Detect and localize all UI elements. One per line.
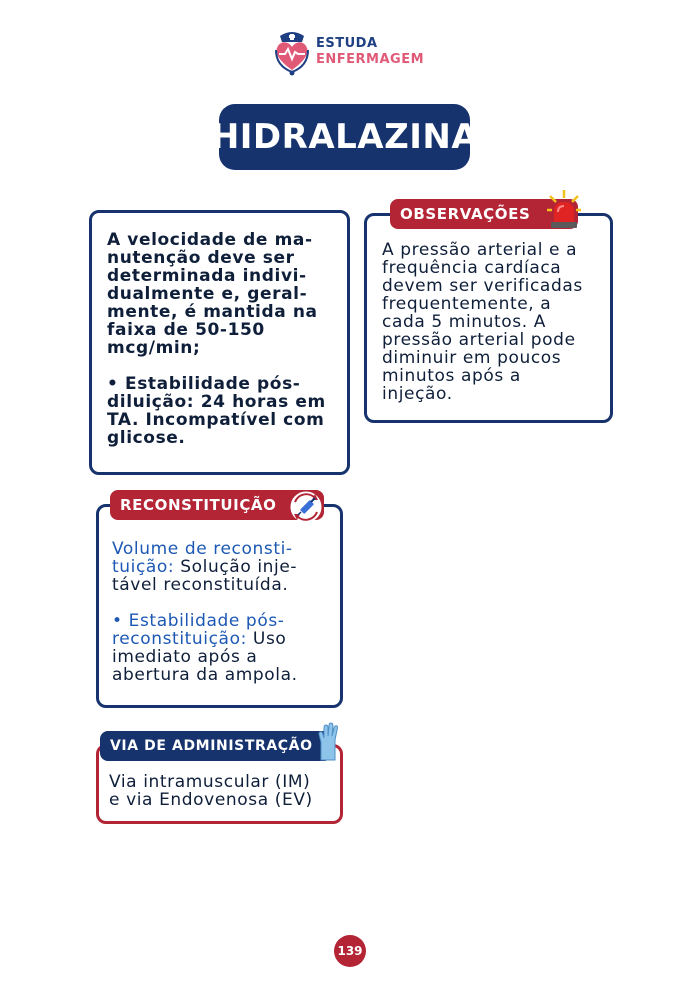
via-administracao-label-text: VIA DE ADMINISTRAÇÃO bbox=[110, 738, 313, 754]
via-administracao-text: Via intramuscular (IM) e via Endovenosa (EV) bbox=[109, 772, 313, 810]
volume-value: Solução inje- tável reconstituída. bbox=[112, 557, 298, 595]
page-number bbox=[334, 935, 366, 967]
maintenance-card bbox=[89, 210, 350, 475]
maintenance-text bbox=[107, 231, 342, 447]
page-title-banner bbox=[210, 104, 479, 170]
via-administracao-label bbox=[100, 731, 332, 761]
glove-icon bbox=[315, 722, 341, 762]
brand-name-line1: ESTUDA bbox=[316, 36, 378, 51]
syringe-cycle-icon bbox=[289, 490, 323, 524]
maintenance-paragraph-2: • Estabilidade pós- diluição: 24 horas em TA. Incompatível com glicose. bbox=[107, 374, 326, 448]
brand-name bbox=[316, 36, 424, 68]
page-number-text: 139 bbox=[337, 944, 363, 958]
brand-logo bbox=[272, 30, 442, 76]
observacoes-text: A pressão arterial e a frequência cardíaca devem ser verificadas frequentemente, a cada 5 minutos. A pressão arterial pode diminuir em poucos minutos após a injeção. bbox=[382, 240, 583, 404]
reconstituicao-text bbox=[112, 540, 340, 684]
reconstituicao-card bbox=[96, 504, 343, 708]
nurse-heart-icon bbox=[272, 30, 312, 76]
page-title: HIDRALAZINA bbox=[210, 117, 479, 157]
observacoes-label-text: OBSERVAÇÕES bbox=[400, 205, 531, 223]
brand-name-line2: ENFERMAGEM bbox=[316, 52, 425, 67]
maintenance-paragraph-1: A velocidade de ma- nutenção deve ser determinada indivi- dualmente e, geral- mente, é mantida na faixa de 50-150 mcg/min; bbox=[107, 230, 318, 358]
volume-label: Volume de reconsti- tuição: bbox=[112, 539, 293, 577]
reconstituicao-label-text: RECONSTITUIÇÃO bbox=[120, 496, 277, 514]
stability-value: Uso imediato após a abertura da ampola. bbox=[112, 629, 298, 685]
observacoes-card bbox=[364, 213, 613, 423]
stability-label: • Estabilidade pós- reconstituição: bbox=[112, 611, 285, 649]
siren-icon bbox=[546, 188, 582, 232]
